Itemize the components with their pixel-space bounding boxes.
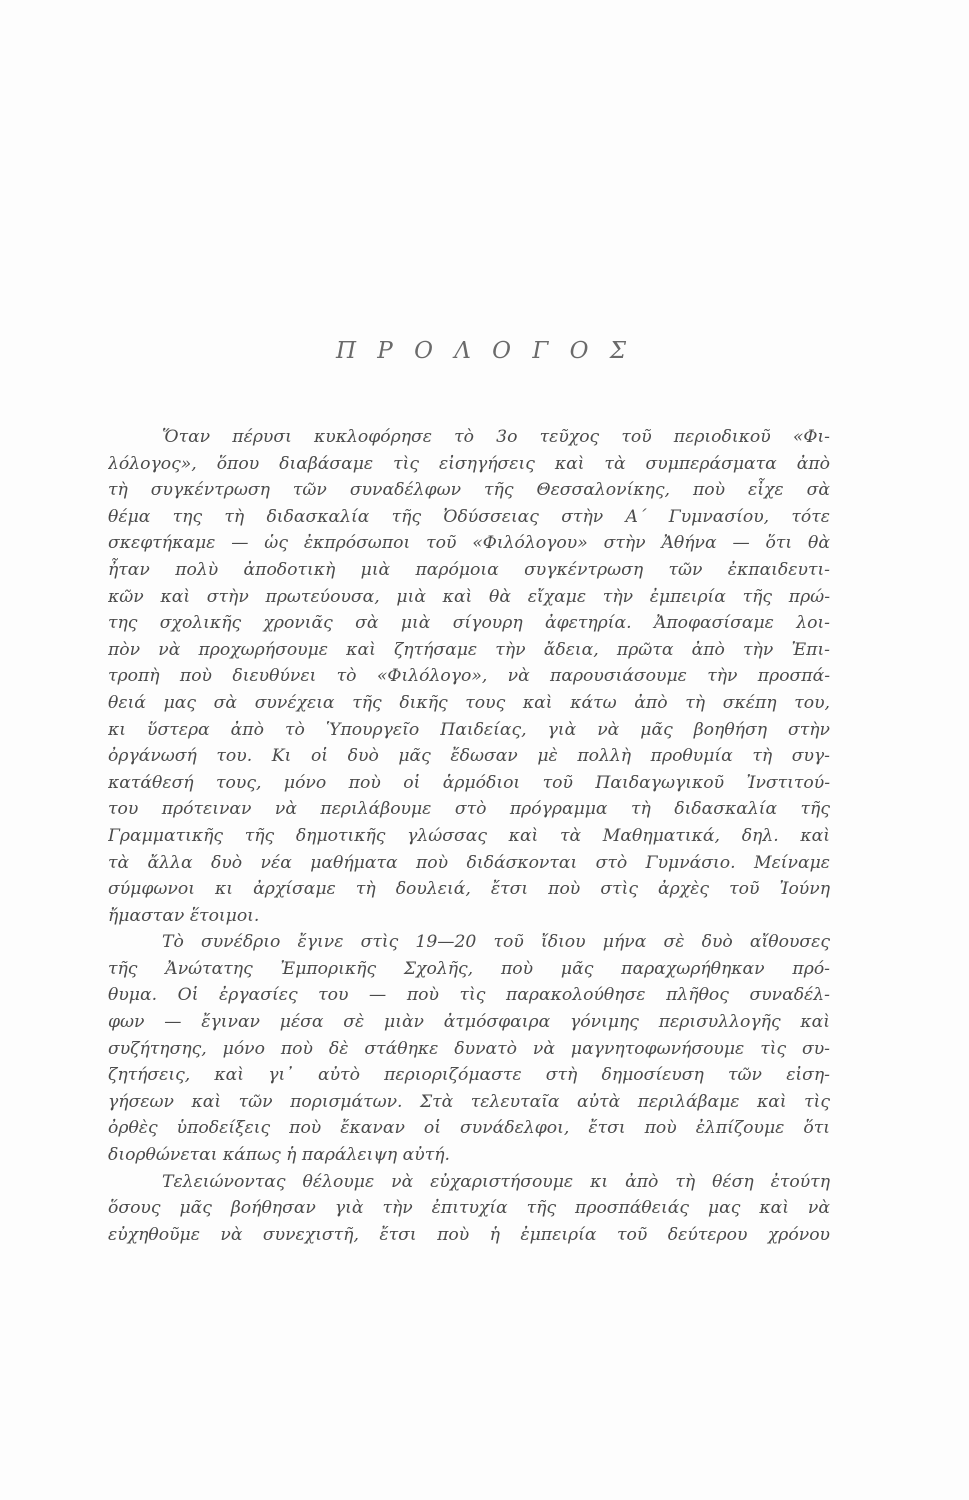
page-title: Π Ρ Ο Λ Ο Γ Ο Σ — [335, 338, 634, 364]
text-line: της σχολικῆς χρονιᾶς σὰ μιὰ σίγουρη ἀφετηρία. Ἀποφασίσαμε λοι- — [108, 613, 830, 634]
text-line: Γραμματικῆς τῆς δημοτικῆς γλώσσας καὶ τὰ Μαθηματικά, δηλ. καὶ — [108, 825, 830, 846]
text-line: τροπὴ ποὺ διευθύνει τὸ «Φιλόλογο», νὰ παρουσιάσουμε τὴν προσπά- — [108, 666, 830, 687]
text-line: θυμα. Οἱ ἐργασίες του — ποὺ τὶς παρακολούθησε πλῆθος συναδέλ- — [108, 985, 830, 1006]
prologue-text — [108, 424, 830, 1248]
text-line: Ὅταν πέρυσι κυκλοφόρησε τὸ 3ο τεῦχος τοῦ περιοδικοῦ «Φι- — [162, 427, 830, 447]
text-line: ὅσους μᾶς βοήθησαν γιὰ τὴν ἐπιτυχία τῆς προσπάθειάς μας καὶ νὰ — [108, 1198, 830, 1219]
text-line: κῶν καὶ στὴν πρωτεύουσα, μιὰ καὶ θὰ εἴχαμε τὴν ἐμπειρία τῆς πρώ- — [108, 586, 830, 607]
text-line: λόλογος», ὅπου διαβάσαμε τὶς εἰσηγήσεις καὶ τὰ συμπεράσματα ἀπὸ — [108, 453, 830, 474]
text-line: σκεφτήκαμε — ὡς ἐκπρόσωποι τοῦ «Φιλόλογου» στὴν Ἀθήνα — ὅτι θὰ — [108, 533, 830, 554]
text-line: τὴ συγκέντρωση τῶν συναδέλφων τῆς Θεσσαλονίκης, ποὺ εἶχε σὰ — [108, 480, 830, 501]
text-line: κατάθεσή τους, μόνο ποὺ οἱ ἁρμόδιοι τοῦ Παιδαγωγικοῦ Ἰνστιτού- — [108, 772, 830, 793]
text-line: πὸν νὰ προχωρήσουμε καὶ ζητήσαμε τὴν ἄδεια, πρῶτα ἀπὸ τὴν Ἐπι- — [108, 639, 830, 660]
text-line: εὐχηθοῦμε νὰ συνεχιστῆ, ἔτσι ποὺ ἡ ἐμπειρία τοῦ δεύτερου χρόνου — [108, 1224, 830, 1245]
text-line: διορθώνεται κάπως ἡ παράλειψη αὐτή. — [108, 1145, 450, 1166]
text-line: του πρότειναν νὰ περιλάβουμε στὸ πρόγραμμα τὴ διδασκαλία τῆς — [108, 799, 830, 820]
text-line: κι ὕστερα ἀπὸ τὸ Ὑπουργεῖο Παιδείας, γιὰ νὰ μᾶς βοηθήση στὴν — [108, 719, 830, 740]
text-line: ὀρθὲς ὑποδείξεις ποὺ ἔκαναν οἱ συνάδελφοι, ἔτσι ποὺ ἐλπίζουμε ὅτι — [108, 1118, 830, 1139]
text-line: σύμφωνοι κι ἀρχίσαμε τὴ δουλειά, ἔτσι ποὺ στὶς ἀρχὲς τοῦ Ἰούνη — [108, 879, 830, 900]
text-line: φων — ἔγιναν μέσα σὲ μιὰν ἀτμόσφαιρα γόνιμης περισυλλογῆς καὶ — [108, 1012, 830, 1033]
text-line: θειά μας σὰ συνέχεια τῆς δικῆς τους καὶ κάτω ἀπὸ τὴ σκέπη του, — [108, 692, 830, 713]
text-line: τὰ ἄλλα δυὸ νέα μαθήματα ποὺ διδάσκονται στὸ Γυμνάσιο. Μείναμε — [108, 852, 830, 873]
text-line: τῆς Ἀνώτατης Ἐμπορικῆς Σχολῆς, ποὺ μᾶς παραχωρήθηκαν πρό- — [108, 958, 830, 979]
text-line: συζήτησης, μόνο ποὺ δὲ στάθηκε δυνατὸ νὰ μαγνητοφωνήσουμε τὶς συ- — [108, 1038, 830, 1059]
text-line: ἦταν πολὺ ἀποδοτικὴ μιὰ παρόμοια συγκέντρωση τῶν ἐκπαιδευτι- — [108, 559, 830, 580]
text-line: ζητήσεις, καὶ γι᾽ αὐτὸ περιοριζόμαστε στὴ δημοσίευση τῶν εἰση- — [108, 1065, 830, 1086]
text-line: γήσεων καὶ τῶν πορισμάτων. Στὰ τελευταῖα αὐτὰ περιλάβαμε καὶ τὶς — [108, 1091, 830, 1112]
text-line: θέμα της τὴ διδασκαλία τῆς Ὀδύσσειας στὴν Α΄ Γυμνασίου, τότε — [108, 506, 830, 527]
text-line: Τὸ συνέδριο ἔγινε στὶς 19—20 τοῦ ἴδιου μήνα σὲ δυὸ αἴθουσες — [162, 932, 830, 953]
text-line: Τελειώνοντας θέλουμε νὰ εὐχαριστήσουμε κι ἀπὸ τὴ θέση ἐτούτη — [162, 1171, 830, 1192]
text-line: ὀργάνωσή του. Κι οἱ δυὸ μᾶς ἔδωσαν μὲ πολλὴ προθυμία τὴ συγ- — [108, 746, 830, 767]
text-line: ἤμασταν ἕτοιμοι. — [108, 905, 260, 926]
